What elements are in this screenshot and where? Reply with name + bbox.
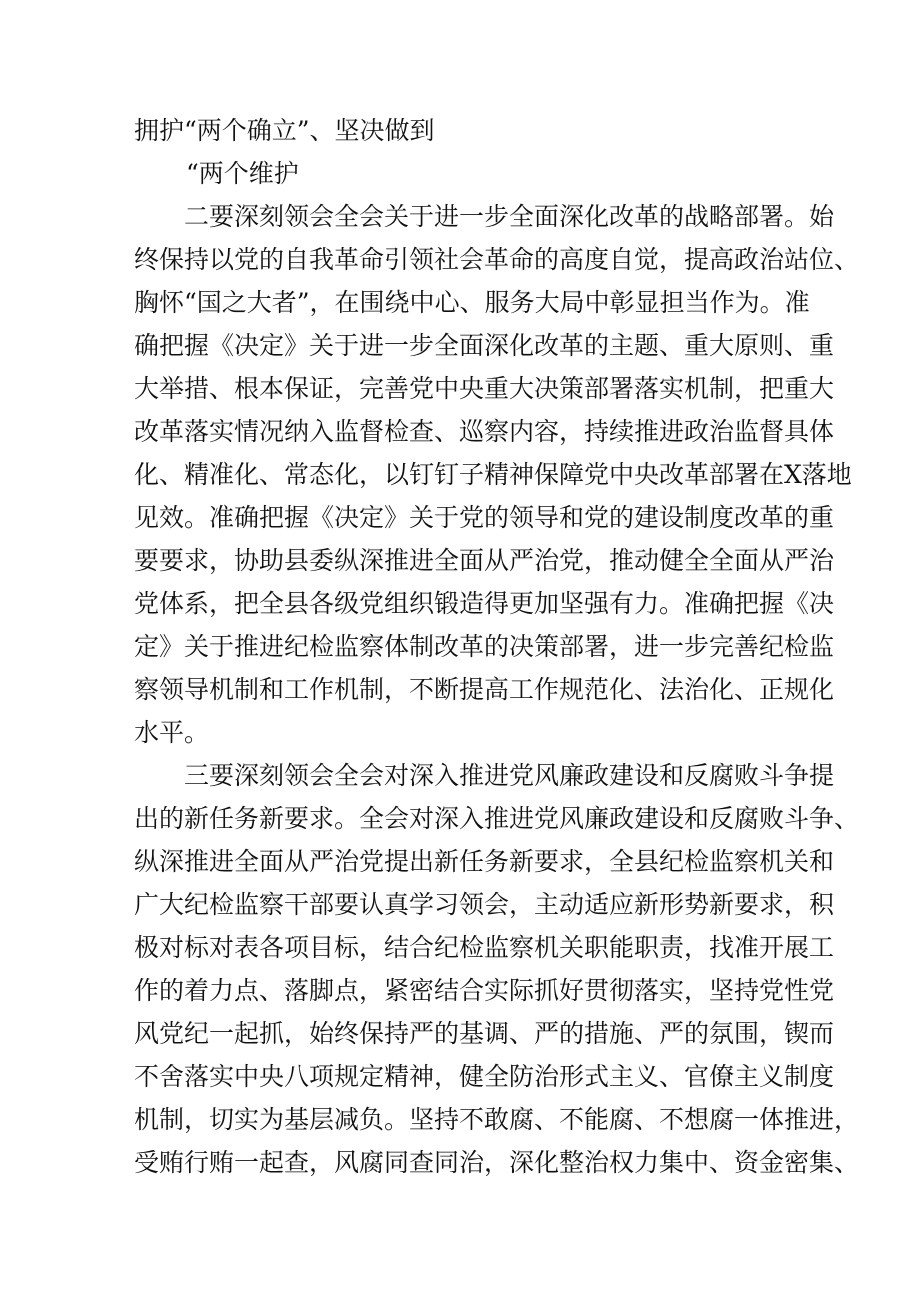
paragraph3-line: 三要深刻领会全会对深入推进党风廉政建设和反腐败斗争提 [184,761,835,790]
paragraph3-line: 不舍落实中央八项规定精神，健全防治形式主义、官僚主义制度 [134,1062,835,1091]
paragraph3-line: 机制，切实为基层减负。坚持不敢腐、不能腐、不想腐一体推进， [134,1105,860,1134]
paragraph2-line: 改革落实情况纳入监督检查、巡察内容，持续推进政治监督具体 [134,417,835,446]
paragraph3-line: 广大纪检监察干部要认真学习领会，主动适应新形势新要求，积 [134,890,835,919]
heading-line-2: “两个维护 [186,159,299,188]
paragraph2-line: 终保持以党的自我革命引领社会革命的高度自觉，提高政治站位、 [134,245,860,274]
paragraph3-line: 极对标对表各项目标，结合纪检监察机关职能职责，找准开展工 [134,933,835,962]
paragraph2-line: 党体系，把全县各级党组织锻造得更加坚强有力。准确把握《决 [134,589,835,618]
heading-line-1: 拥护“两个确立”、坚决做到 [134,116,435,145]
paragraph2-line: 见效。准确把握《决定》关于党的领导和党的建设制度改革的重 [134,503,835,532]
paragraph2-line: 察领导机制和工作机制，不断提高工作规范化、法治化、正规化 [134,675,835,704]
paragraph2-line: 要要求，协助县委纵深推进全面从严治党，推动健全全面从严治 [134,546,835,575]
paragraph3-line: 作的着力点、落脚点，紧密结合实际抓好贯彻落实，坚持党性党 [134,976,835,1005]
paragraph3-line: 纵深推进全面从严治党提出新任务新要求，全县纪检监察机关和 [134,847,835,876]
paragraph2-line: 胸怀“国之大者”，在围绕中心、服务大局中彰显担当作为。准 [134,288,810,317]
paragraph2-line: 定》关于推进纪检监察体制改革的决策部署，进一步完善纪检监 [134,632,835,661]
paragraph3-line: 出的新任务新要求。全会对深入推进党风廉政建设和反腐败斗争、 [134,804,860,833]
paragraph2-line: 确把握《决定》关于进一步全面深化改革的主题、重大原则、重 [134,331,835,360]
paragraph3-line: 受贿行贿一起查，风腐同查同治，深化整治权力集中、资金密集、 [134,1148,860,1177]
paragraph2-line: 二要深刻领会全会关于进一步全面深化改革的战略部署。始 [184,202,835,231]
paragraph2-line: 大举措、根本保证，完善党中央重大决策部署落实机制，把重大 [134,374,835,403]
paragraph2-line: 水平。 [134,718,210,747]
paragraph2-line: 化、精准化、常态化，以钉钉子精神保障党中央改革部署在X落地 [134,460,852,489]
paragraph3-line: 风党纪一起抓，始终保持严的基调、严的措施、严的氛围，锲而 [134,1019,835,1048]
